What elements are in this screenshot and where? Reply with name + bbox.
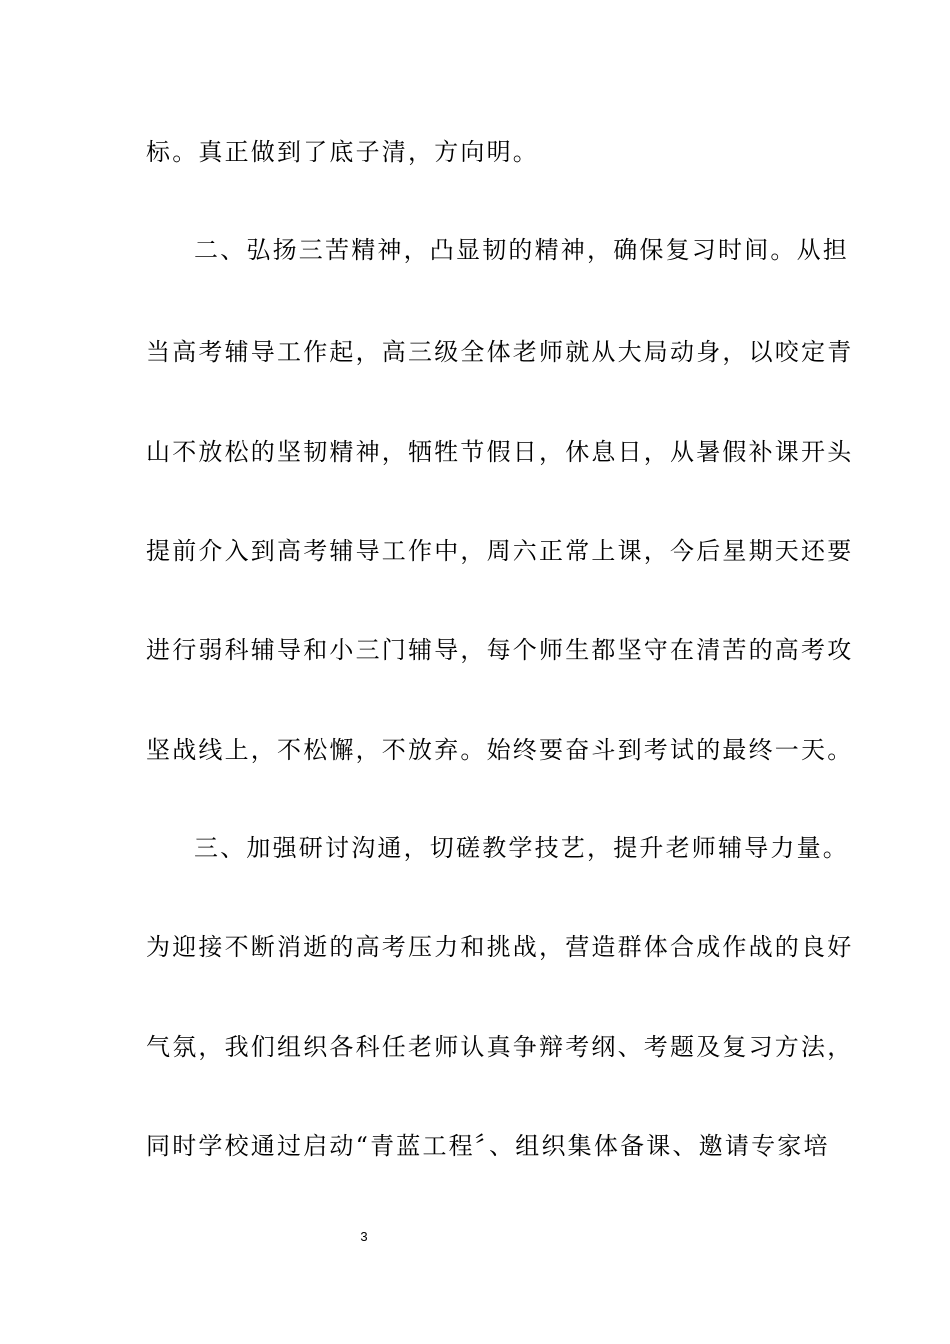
page-number: 3 <box>360 1229 368 1244</box>
text-line-3: 当高考辅导工作起，高三级全体老师就从大局动身，以咬定青 <box>146 338 854 366</box>
text-line-9: 为迎接不断消逝的高考压力和挑战，营造群体合成作战的良好 <box>146 933 854 961</box>
text-line-6: 进行弱科辅导和小三门辅导，每个师生都坚守在清苦的高考攻 <box>146 636 854 664</box>
text-line-7: 坚战线上，不松懈，不放弃。始终要奋斗到考试的最终一天。 <box>146 736 854 764</box>
paragraph-3-heading-line: 三、加强研讨沟通，切磋教学技艺，提升老师辅导力量。 <box>194 834 849 862</box>
text-line-1: 标。真正做到了底子清，方向明。 <box>146 138 539 166</box>
text-line-10: 气氛，我们组织各科任老师认真争辩考纲、考题及复习方法， <box>146 1033 854 1061</box>
text-line-11: 同时学校通过启动“青蓝工程〞、组织集体备课、邀请专家培 <box>146 1132 830 1160</box>
paragraph-2-heading-line: 二、弘扬三苦精神，凸显韧的精神，确保复习时间。从担 <box>194 236 849 264</box>
text-line-4: 山不放松的坚韧精神，牺牲节假日，休息日，从暑假补课开头 <box>146 438 854 466</box>
text-line-5: 提前介入到高考辅导工作中，周六正常上课，今后星期天还要 <box>146 537 854 565</box>
